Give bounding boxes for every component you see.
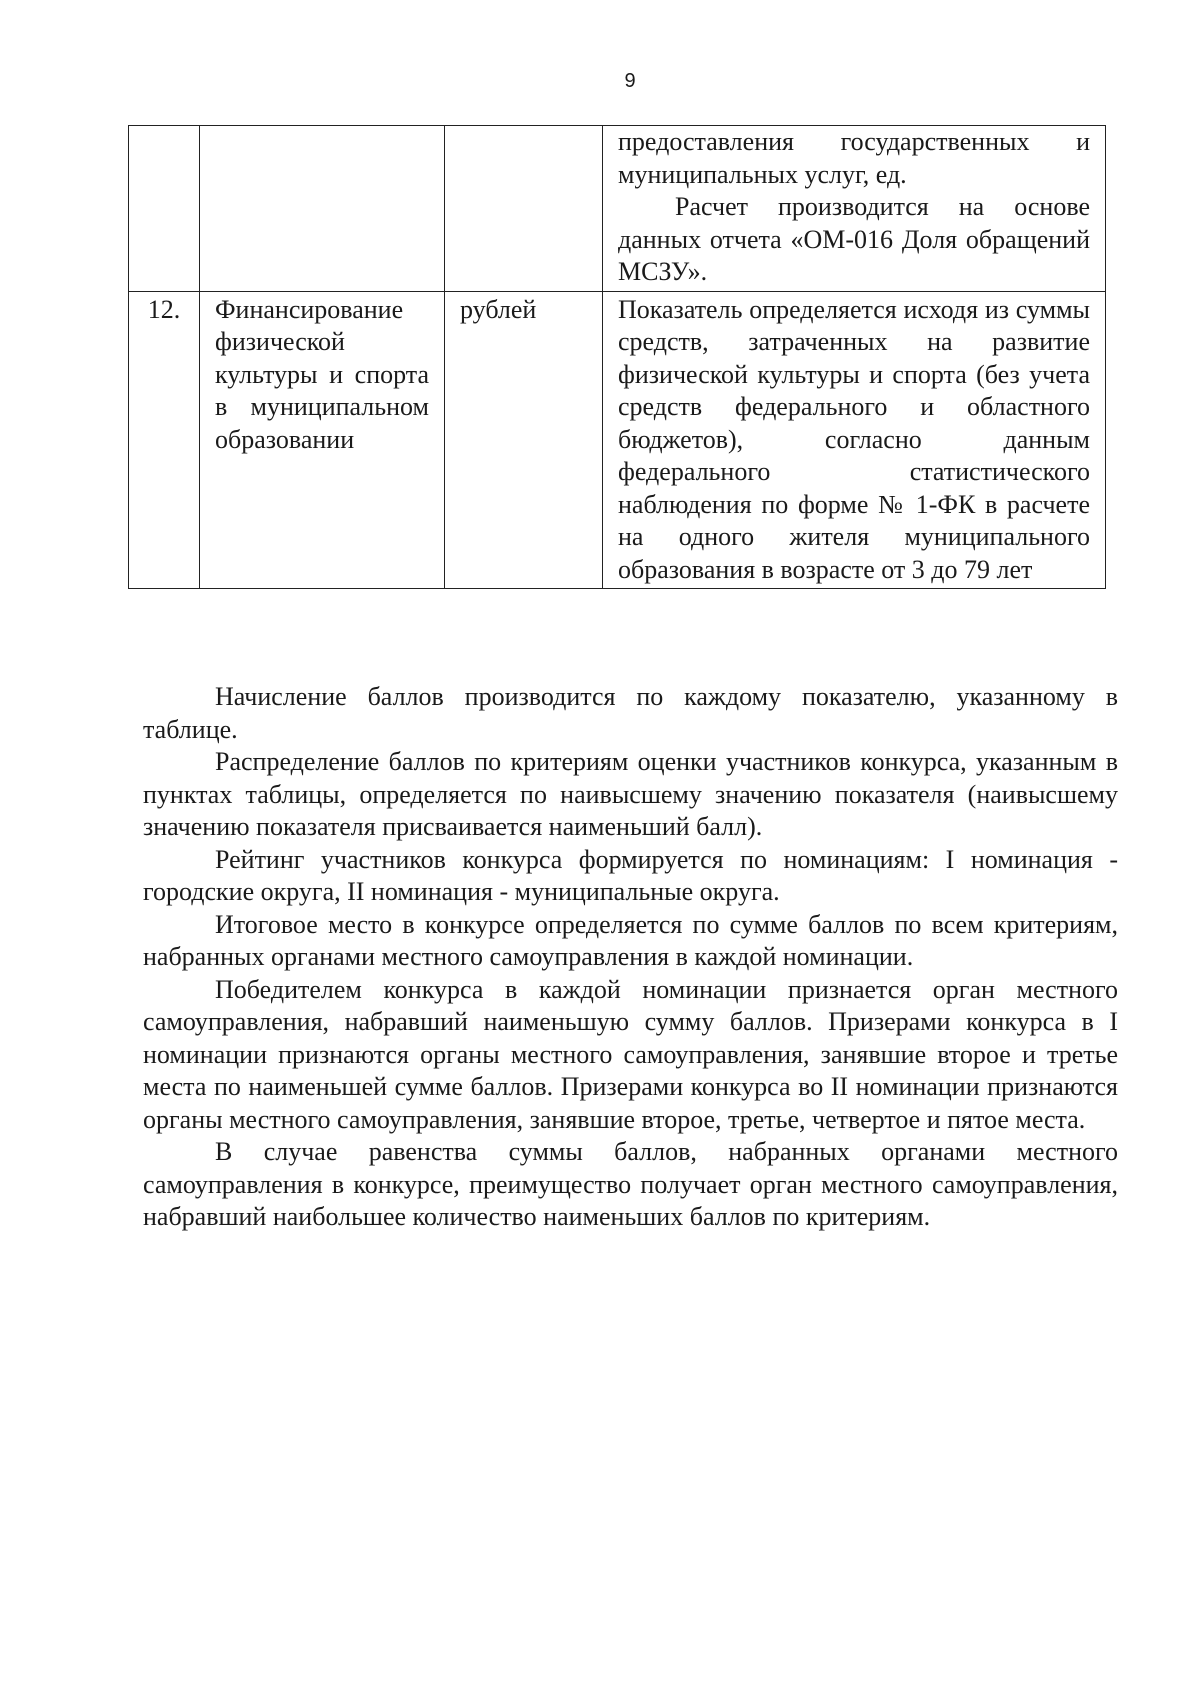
paragraph: Начисление баллов производится по каждому показателю, указанному в таблице. [143, 682, 1118, 744]
description-paragraph: Расчет производится на основе данных отчета «ОМ-016 Доля обращений МСЗУ». [618, 192, 1090, 286]
table-row [129, 291, 1106, 589]
cell-number [129, 126, 200, 292]
criteria-table [128, 125, 1106, 589]
paragraph: В случае равенства суммы баллов, набранных органами местного самоуправления в конкурсе, преимущество получает орган местного самоуправления, набравший наибольшее количество наименьших баллов по критериям. [143, 1137, 1118, 1231]
table-row [129, 126, 1106, 292]
cell-name [200, 126, 445, 292]
cell-number: 12. [129, 291, 200, 589]
page-number: 9 [624, 70, 636, 92]
paragraph: Победителем конкурса в каждой номинации признается орган местного самоуправления, набравший наименьшую сумму баллов. Призерами конкурса в I номинации признаются органы местного самоуправления, занявшие второе и третье места по наименьшей сумме баллов. Призерами конкурса во II номинации признаются органы местного самоуправления, занявшие второе, третье, четвертое и пятое места. [143, 974, 1118, 1134]
body-text [143, 681, 1118, 1234]
cell-unit [445, 126, 603, 292]
description-paragraph: предоставления государственных и муниципальных услуг, ед. [618, 127, 1090, 189]
paragraph: Распределение баллов по критериям оценки участников конкурса, указанным в пунктах таблицы, определяется по наивысшему значению показателя (наивысшему значению показателя присваивается наименьший балл). [143, 747, 1118, 841]
cell-unit: рублей [445, 291, 603, 589]
paragraph: Рейтинг участников конкурса формируется по номинациям: I номинация - городские округа, II номинация - муниципальные округа. [143, 844, 1118, 906]
cell-description: Показатель определяется исходя из суммы средств, затраченных на развитие физической культуры и спорта (без учета средств федерального и областного бюджетов), согласно данным федерального статистического наблюдения по форме № 1-ФК в расчете на одного жителя муниципального образования в возрасте от 3 до 79 лет [603, 291, 1106, 589]
paragraph: Итоговое место в конкурсе определяется по сумме баллов по всем критериям, набранных органами местного самоуправления в каждой номинации. [143, 909, 1118, 971]
cell-description [603, 126, 1106, 292]
cell-name: Финансирование физической культуры и спорта в муниципальном образовании [200, 291, 445, 589]
